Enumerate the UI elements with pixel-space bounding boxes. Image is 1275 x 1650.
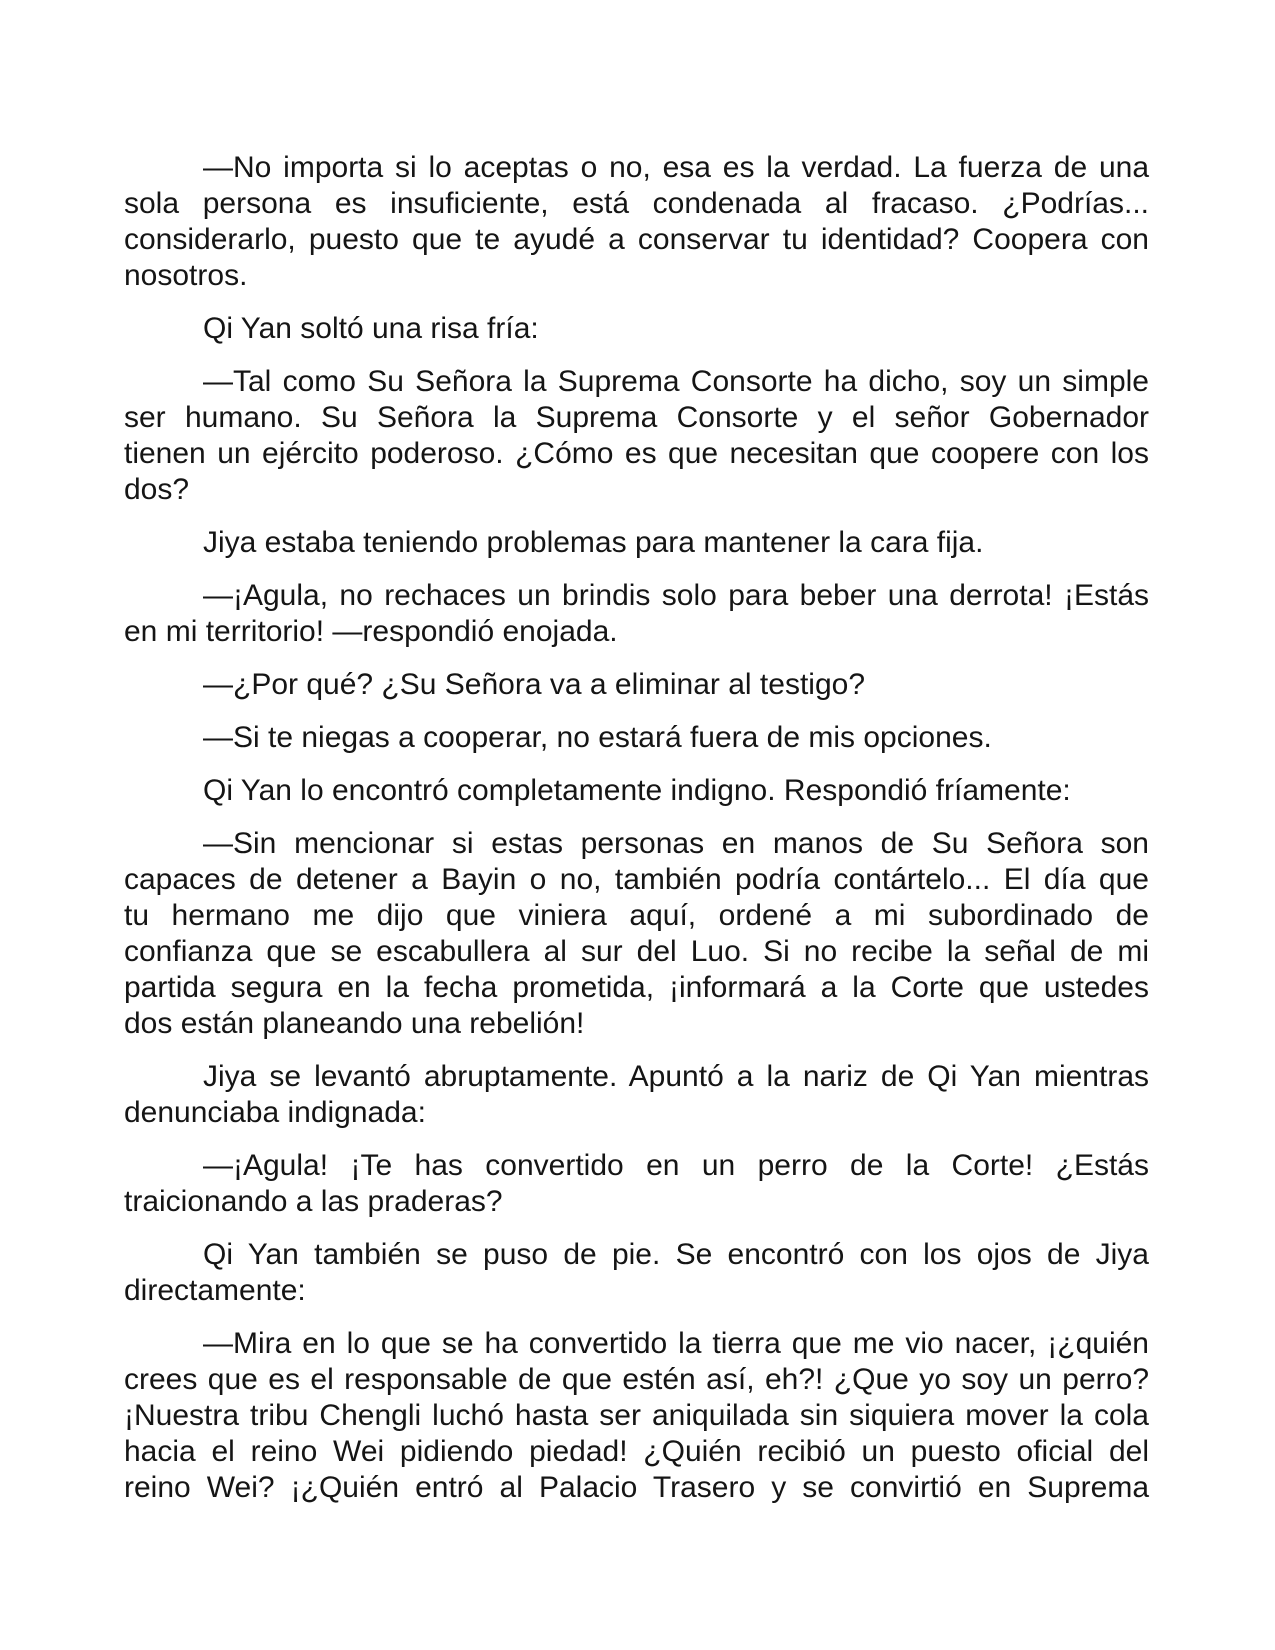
body-text: [124, 150, 1149, 1506]
text-line: —Sin mencionar si estas personas en manos de Su Señora son: [203, 827, 1149, 860]
paragraph: [124, 578, 1149, 650]
text-line: —Si te niegas a cooperar, no estará fuera de mis opciones.: [203, 721, 992, 754]
text-line: crees que es el responsable de que estén así, eh?! ¿Que yo soy un perro?: [124, 1363, 1149, 1396]
text-line: partida segura en la fecha prometida, ¡informará a la Corte que ustedes: [124, 971, 1149, 1004]
text-line: Jiya se levantó abruptamente. Apuntó a la nariz de Qi Yan mientras: [203, 1060, 1149, 1093]
paragraph: [124, 150, 1149, 294]
paragraph: [124, 311, 1149, 347]
text-line: considerarlo, puesto que te ayudé a conservar tu identidad? Coopera con: [124, 223, 1149, 256]
text-line: Jiya estaba teniendo problemas para mantener la cara fija.: [203, 526, 984, 559]
text-line: —No importa si lo aceptas o no, esa es la verdad. La fuerza de una: [203, 151, 1149, 184]
text-line: —Mira en lo que se ha convertido la tierra que me vio nacer, ¡¿quién: [203, 1327, 1149, 1360]
paragraph: [124, 364, 1149, 508]
text-line: Qi Yan lo encontró completamente indigno. Respondió fríamente:: [203, 774, 1071, 807]
text-line: denunciaba indignada:: [124, 1096, 426, 1129]
text-line: —¡Agula, no rechaces un brindis solo para beber una derrota! ¡Estás: [203, 579, 1149, 612]
text-line: Qi Yan también se puso de pie. Se encontró con los ojos de Jiya: [203, 1238, 1149, 1271]
paragraph: [124, 1237, 1149, 1309]
text-line: traicionando a las praderas?: [124, 1185, 503, 1218]
paragraph: [124, 773, 1149, 809]
paragraph: [124, 720, 1149, 756]
text-line: nosotros.: [124, 259, 248, 292]
text-line: reino Wei? ¡¿Quién entró al Palacio Trasero y se convirtió en Suprema: [124, 1471, 1149, 1504]
paragraph: [124, 1059, 1149, 1131]
text-line: —Tal como Su Señora la Suprema Consorte ha dicho, soy un simple: [203, 365, 1149, 398]
paragraph: [124, 525, 1149, 561]
text-line: —¿Por qué? ¿Su Señora va a eliminar al testigo?: [203, 668, 866, 701]
text-line: dos?: [124, 473, 190, 506]
paragraph: [124, 826, 1149, 1042]
paragraph: [124, 1326, 1149, 1506]
text-line: sola persona es insuficiente, está condenada al fracaso. ¿Podrías...: [124, 187, 1149, 220]
text-line: confianza que se escabullera al sur del Luo. Si no recibe la señal de mi: [124, 935, 1149, 968]
text-line: ¡Nuestra tribu Chengli luchó hasta ser aniquilada sin siquiera mover la cola: [124, 1399, 1149, 1432]
text-line: tienen un ejército poderoso. ¿Cómo es que necesitan que coopere con los: [124, 437, 1149, 470]
text-line: Qi Yan soltó una risa fría:: [203, 312, 539, 345]
text-line: hacia el reino Wei pidiendo piedad! ¿Quién recibió un puesto oficial del: [124, 1435, 1149, 1468]
text-line: dos están planeando una rebelión!: [124, 1007, 585, 1040]
text-line: ser humano. Su Señora la Suprema Consorte y el señor Gobernador: [124, 401, 1149, 434]
text-line: en mi territorio! —respondió enojada.: [124, 615, 618, 648]
text-line: tu hermano me dijo que viniera aquí, ordené a mi subordinado de: [124, 899, 1149, 932]
text-line: directamente:: [124, 1274, 306, 1307]
paragraph: [124, 667, 1149, 703]
paragraph: [124, 1148, 1149, 1220]
text-line: —¡Agula! ¡Te has convertido en un perro de la Corte! ¿Estás: [203, 1149, 1149, 1182]
text-line: capaces de detener a Bayin o no, también podría contártelo... El día que: [124, 863, 1149, 896]
